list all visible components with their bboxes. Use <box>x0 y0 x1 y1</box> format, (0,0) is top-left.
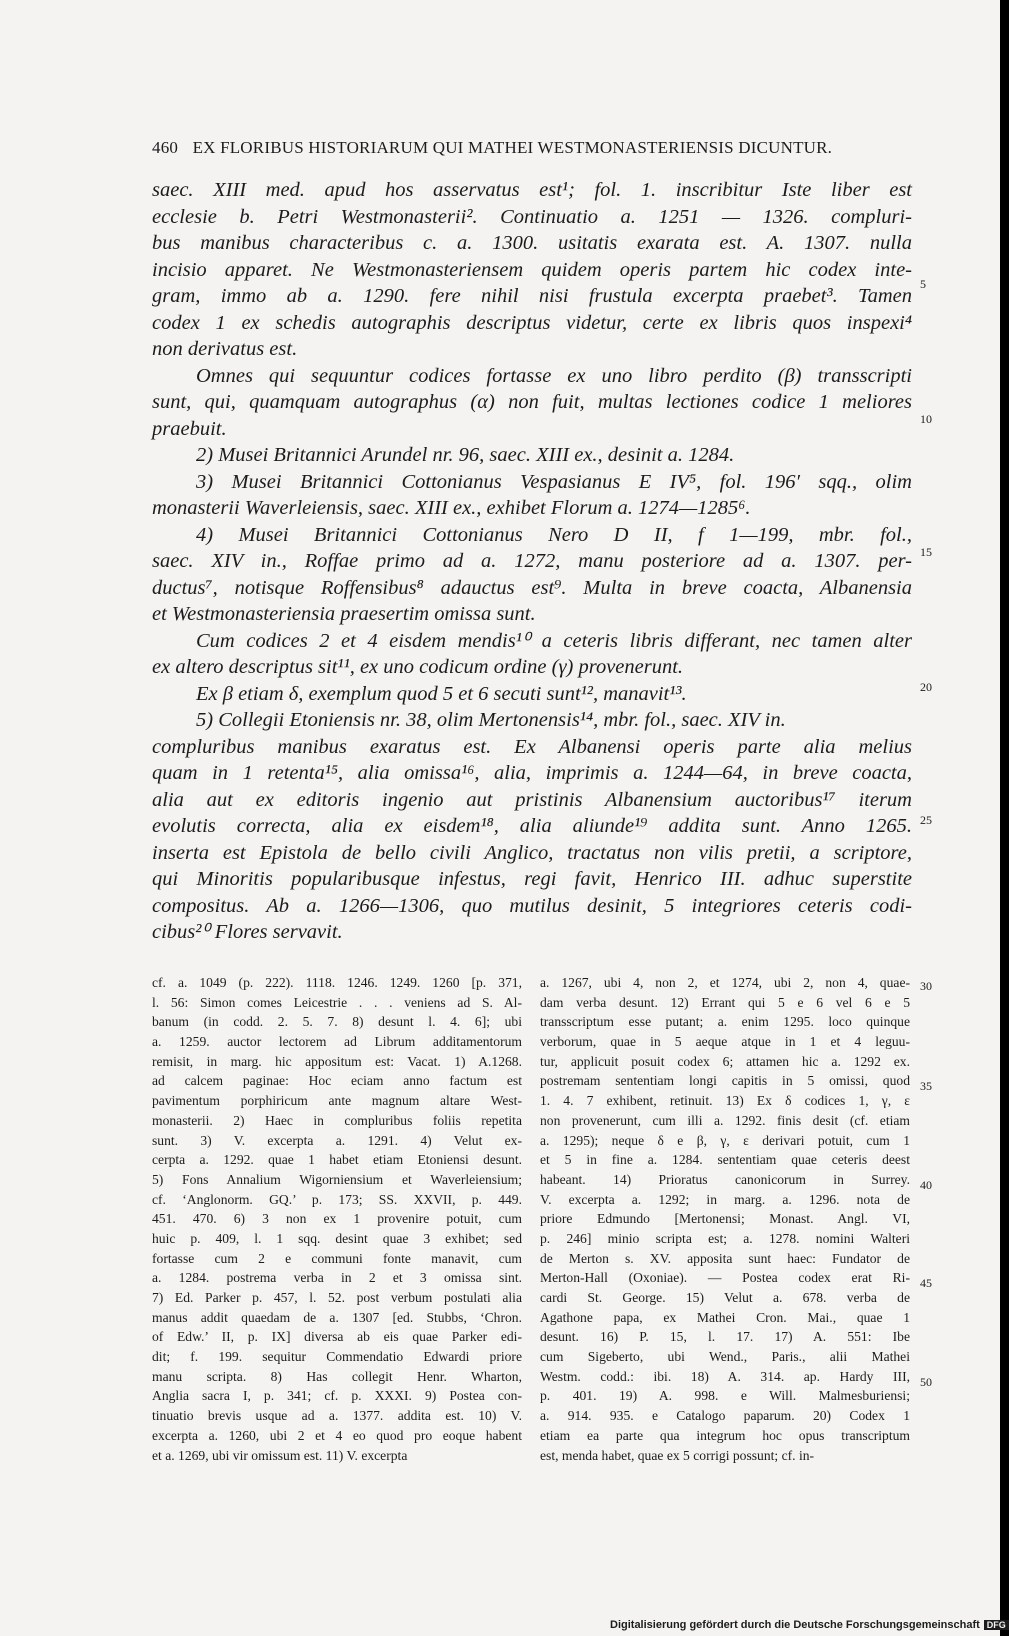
text-line: inserta est Epistola de bello civili Anglico, tractatus non vilis pretii, a scriptore, <box>152 841 912 864</box>
text-line: codex 1 ex schedis autographis descriptus videtur, certe ex libris quos inspexi⁴ <box>152 311 912 334</box>
note-line-number: 40 <box>920 1178 932 1192</box>
note-line: verborum, quae in 5 aeque atque in 1 et 4 leguu- <box>540 1034 910 1050</box>
page-number: 460 <box>152 138 179 157</box>
footnotes-left-column <box>152 973 522 1465</box>
note-line: postremam sententiam longi capitis in 5 omissi, quod <box>540 1073 910 1089</box>
line-number: 10 <box>920 412 932 426</box>
text-line: compluribus manibus exaratus est. Ex Albanensi operis parte alia melius <box>152 735 912 758</box>
note-line: remisit, in marg. hic appositum est: Vacat. 1) A.1268. <box>152 1053 522 1069</box>
note-line: p. 246] minio scripta est; a. 1278. nomini Walteri <box>540 1230 910 1246</box>
note-line: cerpta a. 1292. quae 1 habet etiam Etoniensi desunt. <box>152 1152 522 1168</box>
text-line: evolutis correcta, alia ex eisdem¹⁸, alia aliunde¹⁹ addita sunt. Anno 1265. <box>152 815 912 837</box>
note-line: desunt. 16) P. 15, l. 17. 17) A. 551: Ibe <box>540 1329 910 1345</box>
note-line: habeant. 14) Prioratus canonicorum in Surrey. <box>540 1171 910 1187</box>
note-line: 1. 4. 7 exhibent, retinuit. 13) Ex δ codices 1, γ, ε <box>540 1093 910 1109</box>
note-line: a. 1259. auctor lectorem ad Librum additamentorum <box>152 1034 522 1050</box>
note-line: V. excerpta a. 1292; in marg. a. 1296. nota de <box>540 1191 910 1207</box>
note-line: ad calcem paginae: Hoc eciam anno factum est <box>152 1073 522 1089</box>
footer-credit <box>610 1619 1009 1631</box>
text-line: 3) Musei Britannici Cottonianus Vespasianus E IV⁵, fol. 196′ sqq., olim <box>196 470 912 493</box>
line-number: 20 <box>920 680 932 694</box>
text-line: 4) Musei Britannici Cottonianus Nero D II, f 1—199, mbr. fol., <box>196 523 912 546</box>
note-line-number: 45 <box>920 1276 932 1290</box>
note-line: et a. 1269, ubi vir omissum est. 11) V. excerpta <box>152 1447 408 1463</box>
note-line: sunt. 3) V. excerpta a. 1291. 4) Velut ex- <box>152 1132 522 1148</box>
text-line: non derivatus est. <box>152 338 298 360</box>
text-line: 5) Collegii Etoniensis nr. 38, olim Mertonensis¹⁴, mbr. fol., saec. XIV in. <box>196 709 786 731</box>
note-line: de Merton s. XV. apposita sunt haec: Fundator de <box>540 1250 910 1266</box>
text-line: et Westmonasteriensia praesertim omissa sunt. <box>152 603 536 625</box>
running-title: EX FLORIBUS HISTORIARUM QUI MATHEI WESTMONASTERIENSIS DICUNTUR. <box>192 138 833 157</box>
footer-text: Digitalisierung gefördert durch die Deutsche Forschungsgemeinschaft <box>610 1619 980 1631</box>
main-text <box>152 177 912 946</box>
text-line: sunt, qui, quamquam autographus (α) non fuit, multas lectiones codice 1 meliores <box>152 391 912 413</box>
note-line: cf. ‘Anglonorm. GQ.’ p. 173; SS. XXVII, p. 449. <box>152 1191 522 1207</box>
line-number: 5 <box>920 277 926 291</box>
text-line: ex altero descriptus sit¹¹, ex uno codicum ordine (γ) provenerunt. <box>152 656 684 678</box>
text-line: gram, immo ab a. 1290. fere nihil nisi frustula excerpta praebet³. Tamen <box>152 285 912 307</box>
note-line: fortasse cum 2 e communi fonte manavit, cum <box>152 1250 522 1266</box>
note-line: manus addit quaedam de a. 1307 [ed. Stubbs, ‘Chron. <box>152 1309 522 1325</box>
text-line: qui Minoritis popularibusque infestus, regi favit, Henrico III. adhuc superstite <box>152 868 912 890</box>
text-line: compositus. Ab a. 1266—1306, quo mutilus desinit, 5 integriores ceteris codi- <box>152 894 912 917</box>
note-line: manu scripta. 8) Has collegit Henr. Wharton, <box>152 1368 522 1384</box>
note-line: cardi St. George. 15) Velut a. 678. verba de <box>540 1290 910 1305</box>
note-line: monasterii. 2) Haec in compluribus foliis repetita <box>152 1112 522 1128</box>
note-line: transscriptum esse putant; a. enim 1295. loco quinque <box>540 1014 910 1030</box>
note-line: est, menda habet, quae ex 5 corrigi possunt; cf. in- <box>540 1447 815 1463</box>
note-line: 451. 470. 6) 3 non ex 1 provenire potuit, cum <box>152 1211 522 1227</box>
text-line: praebuit. <box>152 417 227 440</box>
text-line: Ex β etiam δ, exemplum quod 5 et 6 secuti sunt¹², manavit¹³. <box>196 682 687 705</box>
note-line-number: 35 <box>920 1079 932 1093</box>
text-line: incisio apparet. Ne Westmonasteriensem quidem operis partem hic codex inte- <box>152 258 912 281</box>
line-number: 25 <box>920 813 932 827</box>
note-line: a. 1295); neque δ e β, γ, ε derivari potuit, cum 1 <box>540 1132 910 1148</box>
line-number: 15 <box>920 545 932 559</box>
text-line: quam in 1 retenta¹⁵, alia omissa¹⁶, alia, imprimis a. 1244—64, in breve coacta, <box>152 762 912 784</box>
note-line-number: 30 <box>920 979 932 993</box>
text-line: bus manibus characteribus c. a. 1300. usitatis exarata est. A. 1307. nulla <box>152 232 912 254</box>
text-line: ductus⁷, notisque Roffensibus⁸ adauctus est⁹. Multa in breve coacta, Albanensia <box>152 576 912 599</box>
footnotes-right-column <box>540 973 910 1465</box>
note-line: cum Sigeberto, ubi Wend., Paris., alii Mathei <box>540 1349 910 1365</box>
text-line: ecclesie b. Petri Westmonasterii². Continuatio a. 1251 — 1326. compluri- <box>152 205 912 228</box>
note-line: excerpta a. 1260, ubi 2 et 4 eo quod pro eoque habent <box>152 1427 522 1443</box>
note-line: a. 1267, ubi 4, non 2, et 1274, ubi 2, non 4, quae- <box>540 975 910 990</box>
note-line-number: 50 <box>920 1375 932 1389</box>
note-line: Merton-Hall (Oxoniae). — Postea codex erat Ri- <box>540 1270 910 1286</box>
note-line: Agathone papa, ex Mathei Cron. Mai., quae 1 <box>540 1309 910 1325</box>
text-line: Cum codices 2 et 4 eisdem mendis¹⁰ a ceteris libris differant, nec tamen alter <box>196 629 912 652</box>
text-line: Omnes qui sequuntur codices fortasse ex uno libro perdito (β) transscripti <box>196 364 912 387</box>
note-line: priore Edmundo [Mertonensi; Monast. Angl. VI, <box>540 1211 910 1227</box>
text-line: 2) Musei Britannici Arundel nr. 96, saec. XIII ex., desinit a. 1284. <box>196 444 735 466</box>
text-line: saec. XIII med. apud hos asservatus est¹; fol. 1. inscribitur Iste liber est <box>152 179 912 201</box>
text-line: monasterii Waverleiensis, saec. XIII ex., exhibet Florum a. 1274—1285⁶. <box>152 497 751 519</box>
note-line: et 5 in fine a. 1284. sententiam quae ceteris deest <box>540 1152 910 1168</box>
note-line: huic p. 409, l. 1 sqq. desint quae 3 exhibet; sed <box>152 1230 522 1246</box>
note-line: Westm. codd.: ibi. 18) A. 314. ap. Hardy III, <box>540 1368 910 1384</box>
text-line: saec. XIV in., Roffae primo ad a. 1272, manu posteriore ad a. 1307. per- <box>152 550 912 572</box>
note-line: tur, applicuit posuit codex 6; attamen hic a. 1292 ex. <box>540 1053 910 1069</box>
note-line: a. 914. 935. e Catalogo paparum. 20) Codex 1 <box>540 1408 910 1424</box>
text-line: alia aut ex editoris ingenio aut pristinis Albanensium auctoribus¹⁷ iterum <box>152 788 912 811</box>
note-line: 5) Fons Annalium Wigorniensium et Waverleiensium; <box>152 1171 522 1187</box>
note-line: l. 56: Simon comes Leicestrie . . . veniens ad S. Al- <box>152 994 522 1010</box>
note-line: a. 1284. postrema verba in 2 et 3 omissa sint. <box>152 1270 522 1286</box>
note-line: Anglia sacra I, p. 341; cf. p. XXXI. 9) Postea con- <box>152 1388 522 1404</box>
note-line: pavimentum porphiricum ante magnum altare West- <box>152 1093 522 1109</box>
note-line: dit; f. 199. sequitur Commendatio Edwardi priore <box>152 1349 522 1365</box>
text-line: cibus²⁰ Flores servavit. <box>152 921 343 943</box>
note-line: of Edw.’ II, p. IX] diversa ab eis quae Parker edi- <box>152 1329 522 1345</box>
note-line: non provenerunt, cum illi a. 1292. finis desit (cf. etiam <box>540 1112 910 1128</box>
note-line: 7) Ed. Parker p. 457, l. 52. post verbum postulati alia <box>152 1290 522 1305</box>
note-line: cf. a. 1049 (p. 222). 1118. 1246. 1249. 1260 [p. 371, <box>152 975 522 990</box>
note-line: tinuatio brevis usque ad a. 1377. addita est. 10) V. <box>152 1408 522 1424</box>
note-line: banum (in codd. 2. 5. 7. 8) desunt l. 4. 6]; ubi <box>152 1014 522 1030</box>
note-line: etiam ea parte qua integrum hoc opus transcriptum <box>540 1427 910 1443</box>
running-head <box>152 138 912 158</box>
dfg-logo: DFG <box>984 1620 1009 1630</box>
note-line: dam verba desunt. 12) Errant qui 5 e 6 vel 6 e 5 <box>540 994 910 1010</box>
note-line: p. 401. 19) A. 998. e Will. Malmesburiensi; <box>540 1388 910 1404</box>
